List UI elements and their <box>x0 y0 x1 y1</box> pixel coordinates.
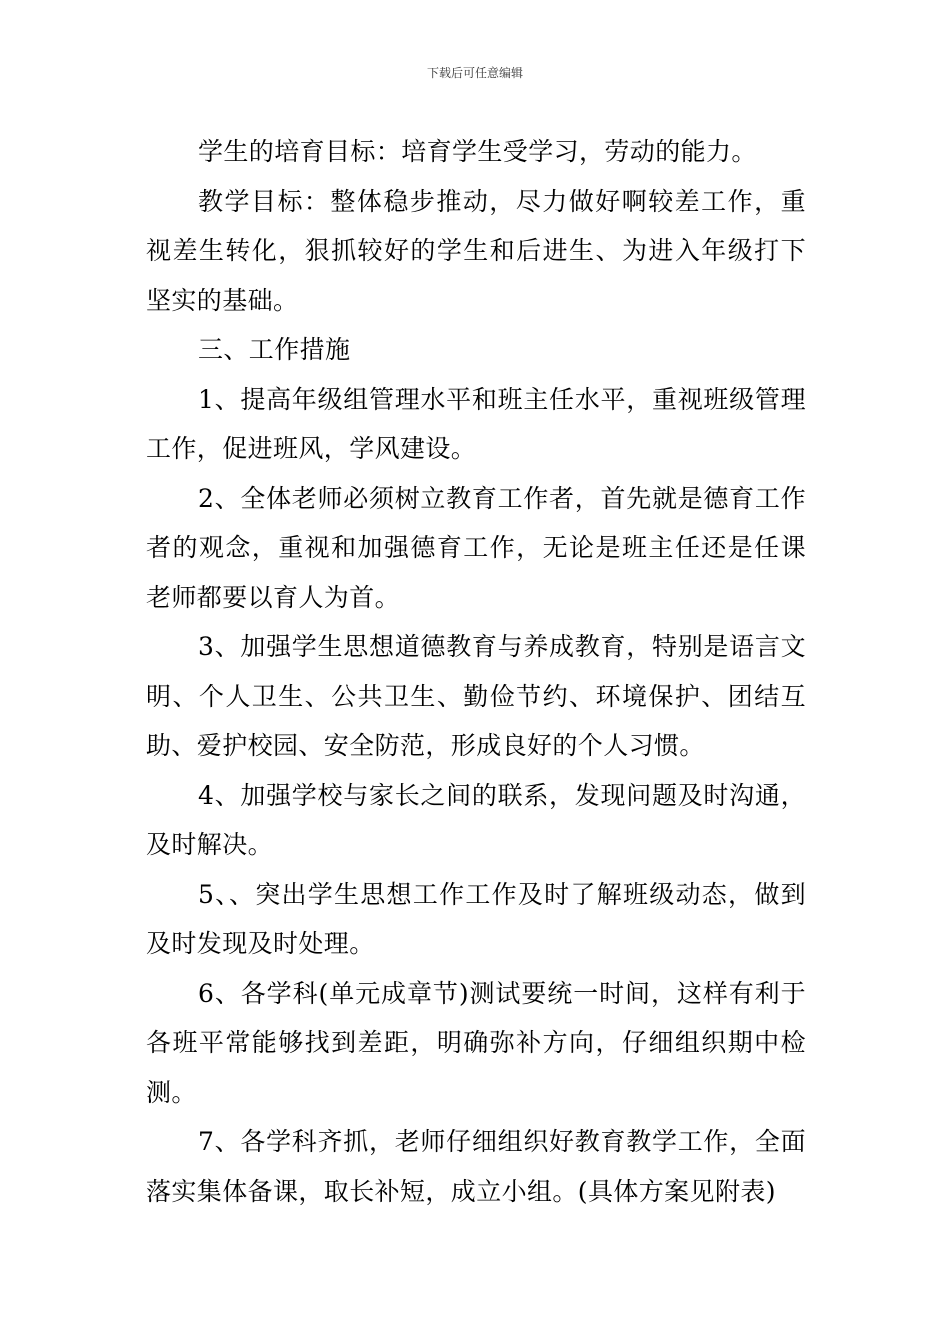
document-body <box>146 127 806 1216</box>
paragraph-item-7: 7、各学科齐抓，老师仔细组织好教育教学工作，全面落实集体备课，取长补短，成立小组。(具体方案见附表) <box>146 1127 806 1206</box>
paragraph-item-1: 1、提高年级组管理水平和班主任水平，重视班级管理工作，促进班风，学风建设。 <box>146 384 806 463</box>
paragraph-item-6: 6、各学科(单元成章节)测试要统一时间，这样有利于各班平常能够找到差距，明确弥补方向，仔细组织期中检测。 <box>146 978 806 1107</box>
paragraph-item-3: 3、加强学生思想道德教育与养成教育，特别是语言文明、个人卫生、公共卫生、勤俭节约、环境保护、团结互助、爱护校园、安全防范，形成良好的个人习惯。 <box>146 632 806 760</box>
paragraph-item-5: 5、、突出学生思想工作工作及时了解班级动态，做到及时发现及时处理。 <box>146 879 806 958</box>
paragraph-training-goal: 学生的培育目标：培育学生受学习，劳动的能力。 <box>198 137 757 166</box>
paragraph-item-4: 4、加强学校与家长之间的联系，发现问题及时沟通，及时解决。 <box>146 780 806 859</box>
paragraph-item-2: 2、全体老师必须树立教育工作者，首先就是德育工作者的观念，重视和加强德育工作，无论是班主任还是任课老师都要以育人为首。 <box>146 483 806 612</box>
page-header: 下载后可任意编辑 <box>426 66 523 80</box>
section-heading-measures: 三、工作措施 <box>198 335 351 364</box>
paragraph-teaching-goal: 教学目标：整体稳步推动，尽力做好啊较差工作，重视差生转化，狠抓较好的学生和后进生、为进入年级打下坚实的基础。 <box>146 186 806 315</box>
